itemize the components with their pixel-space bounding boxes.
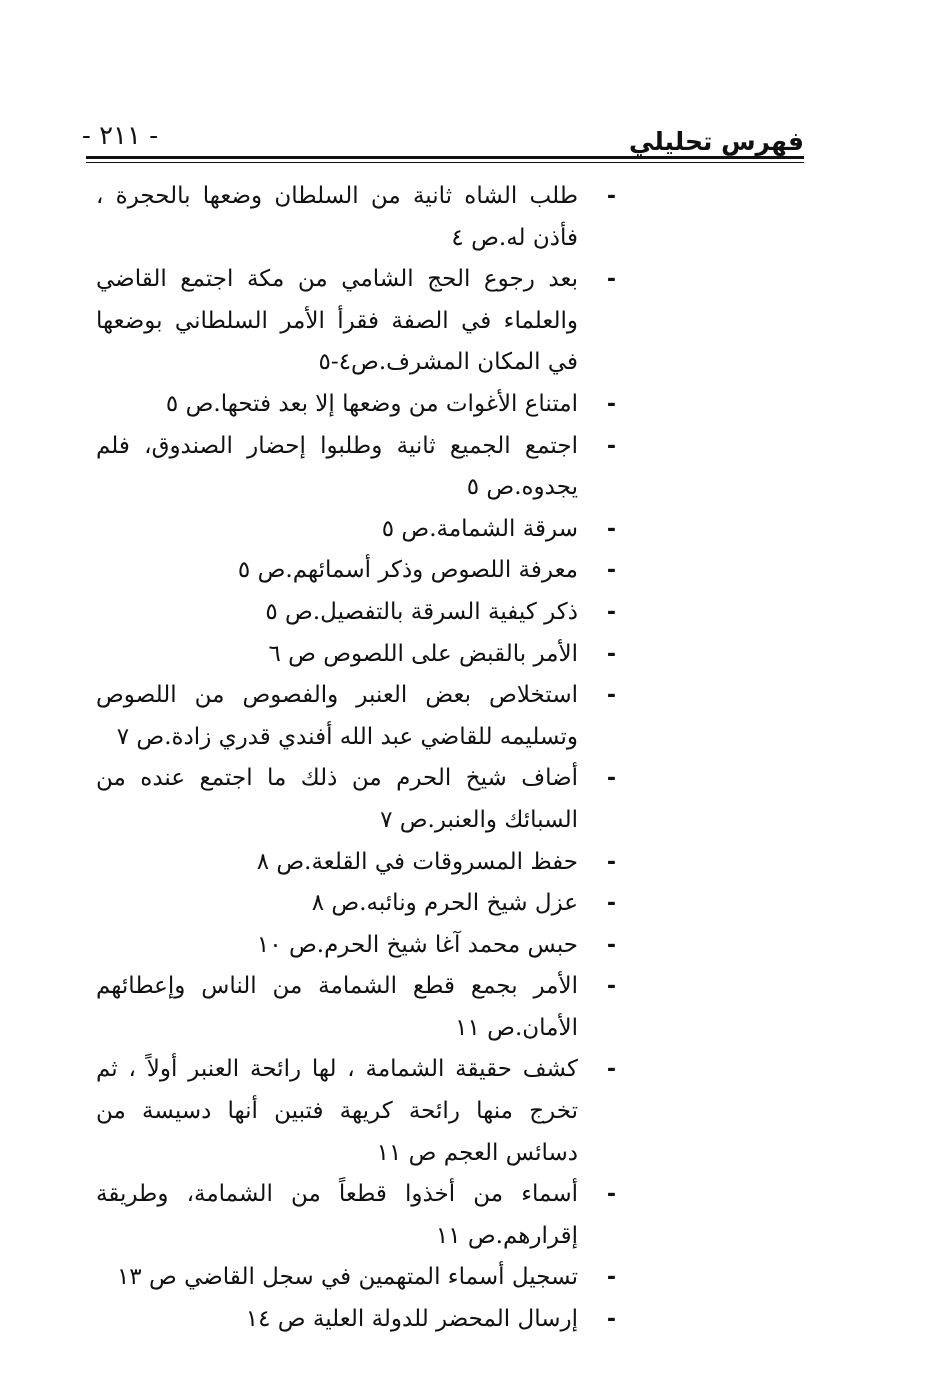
index-entry-text: تسجيل أسماء المتهمين في سجل القاضي ص ١٣ (116, 1264, 578, 1291)
index-entry-text: بعد رجوع الحج الشامي من مكة اجتمع القاضي والعلماء في الصفة فقرأ الأمر السلطاني بوضعها في المكان المشرف.ص٤-٥ (96, 266, 578, 376)
index-entry (96, 176, 616, 259)
header-rule-thin (86, 162, 804, 163)
bullet-dash: - (606, 433, 616, 459)
bullet-dash: - (606, 516, 616, 542)
index-entry (96, 1257, 616, 1299)
index-entry-text: عزل شيخ الحرم ونائبه.ص ٨ (311, 890, 578, 917)
bullet-dash: - (606, 1307, 616, 1333)
index-entry-text: سرقة الشمامة.ص ٥ (381, 515, 578, 542)
index-entry-text: ذكر كيفية السرقة بالتفصيل.ص ٥ (265, 598, 578, 625)
index-entry (96, 550, 616, 592)
index-entry (96, 925, 616, 967)
index-entry (96, 758, 616, 841)
index-entry-text: أسماء من أخذوا قطعاً من الشمامة، وطريقة إقرارهم.ص ١١ (96, 1181, 578, 1249)
bullet-dash: - (606, 1057, 616, 1083)
index-entry-text: كشف حقيقة الشمامة ، لها رائحة العنبر أولاً ، ثم تخرج منها رائحة كريهة فتبين أنها دسيسة من دسائس العجم ص ١١ (96, 1056, 578, 1166)
index-entry (96, 1174, 616, 1257)
index-entry (96, 966, 616, 1049)
bullet-dash: - (606, 766, 616, 792)
bullet-dash: - (606, 641, 616, 667)
index-entry-text: طلب الشاه ثانية من السلطان وضعها بالحجرة ، فأذن له.ص ٤ (96, 183, 578, 251)
bullet-dash: - (606, 1265, 616, 1291)
page-number: - ٢١١ - (82, 121, 159, 151)
index-entry (96, 509, 616, 551)
bullet-dash: - (606, 558, 616, 584)
bullet-dash: - (606, 974, 616, 1000)
index-entry-text: الأمر بالقبض على اللصوص ص ٦ (268, 640, 578, 667)
index-entry-text: استخلاص بعض العنبر والفصوص من اللصوص وتسليمه للقاضي عبد الله أفندي قدري زادة.ص ٧ (96, 682, 578, 750)
index-entry-text: حبس محمد آغا شيخ الحرم.ص ١٠ (256, 931, 578, 958)
index-entry (96, 1049, 616, 1174)
index-entry (96, 384, 616, 426)
index-entry-text: حفظ المسروقات في القلعة.ص ٨ (256, 848, 578, 875)
bullet-dash: - (606, 849, 616, 875)
index-entry (96, 592, 616, 634)
index-entry-text: إرسال المحضر للدولة العلية ص ١٤ (245, 1306, 578, 1333)
index-entry-text: الأمر بجمع قطع الشمامة من الناس وإعطائهم الأمان.ص ١١ (96, 973, 578, 1041)
bullet-dash: - (606, 1182, 616, 1208)
index-entries-list (96, 176, 616, 1341)
index-entry (96, 1299, 616, 1341)
index-entry-text: أضاف شيخ الحرم من ذلك ما اجتمع عنده من السبائك والعنبر.ص ٧ (96, 765, 578, 833)
bullet-dash: - (606, 599, 616, 625)
bullet-dash: - (606, 184, 616, 209)
index-entry (96, 426, 616, 509)
header-rule-thick (86, 156, 804, 159)
index-entry (96, 842, 616, 884)
bullet-dash: - (606, 267, 616, 293)
index-entry-text: معرفة اللصوص وذكر أسمائهم.ص ٥ (237, 557, 578, 584)
index-entry-text: امتناع الأغوات من وضعها إلا بعد فتحها.ص ٥ (165, 390, 578, 417)
bullet-dash: - (606, 932, 616, 958)
running-title: فهرس تحليلي (629, 127, 804, 156)
index-entry (96, 883, 616, 925)
index-entry (96, 259, 616, 384)
bullet-dash: - (606, 391, 616, 417)
bullet-dash: - (606, 891, 616, 917)
index-entry (96, 634, 616, 676)
bullet-dash: - (606, 683, 616, 709)
index-entry-text: اجتمع الجميع ثانية وطلبوا إحضار الصندوق، فلم يجدوه.ص ٥ (96, 432, 578, 501)
index-entry (96, 675, 616, 758)
